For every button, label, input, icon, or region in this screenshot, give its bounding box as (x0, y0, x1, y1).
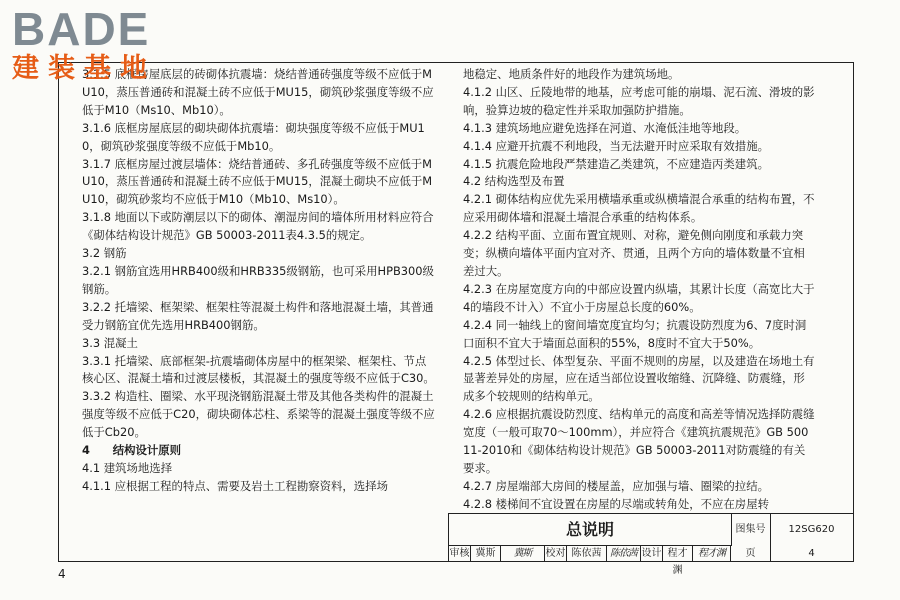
clause-4-2-8: 4.2.8 楼梯间不宜设置在房屋的尽端或转角处，不应在房屋转 (463, 496, 769, 511)
review-label: 审核 (449, 545, 471, 562)
clause-3-2-1: 3.2.1 钢筋宜选用HRB400级和HRB335级钢筋，也可采用HPB300级钢筋。 (82, 263, 434, 296)
clause-3-1-7: 3.1.7 底框房屋过渡层墙体：烧结普通砖、多孔砖强度等级不应低于MU10，蒸压普通砖和混凝土砖不应低于MU15，混凝土砌块不应低于MU10，砌筑砂浆均不应低于M10（Mb10、Ms10）。 (82, 156, 433, 207)
page-number: 4 (58, 567, 66, 581)
clause-3-3-2: 3.3.2 构造柱、圈梁、水平现浇钢筋混凝土带及其他各类构件的混凝土强度等级不应低于C20，砌块砌体芯柱、系梁等的混凝土强度等级不应低于Cb20。 (82, 389, 435, 440)
clause-4-2-5: 4.2.5 体型过长、体型复杂、平面不规则的房屋，以及建造在场地土有显著差异处的房屋，应在适当部位设置收缩缝、沉降缝、防震缝，形成多个较规则的结构单元。 (463, 353, 815, 404)
sheet-title: 总说明 (449, 514, 732, 546)
atlas-label: 图集号 (731, 514, 771, 545)
clause-4-1-4: 4.1.4 应避开抗震不利地段，当无法避开时应采取有效措施。 (463, 138, 769, 153)
clause-4-1-5: 4.1.5 抗震危险地段严禁建造乙类建筑，不应建造丙类建筑。 (463, 156, 769, 171)
page-value: 4 (808, 548, 815, 559)
checker-signature: 陈依茜 (607, 545, 641, 562)
clause-4-1-1-cont: 地稳定、地质条件好的地段作为建筑场地。 (463, 67, 680, 81)
clause-4-1-3: 4.1.3 建筑场地应避免选择在河道、水淹低洼地等地段。 (463, 120, 747, 135)
clause-4-2-6: 4.2.6 应根据抗震设防烈度、结构单元的高度和高差等情况选择防震缝宽度（一般可取70～100mm），并应符合《建筑抗震规范》GB 50011-2010和《砌体结构设计规范》GB 50003-2011对防震缝的有关要求。 (463, 407, 815, 475)
clause-3-2-2: 3.2.2 托墙梁、框架梁、框架柱等混凝土构件和落地混凝土墙，其普通受力钢筋宜优先选用HRB400钢筋。 (82, 299, 434, 332)
clause-3-3-1: 3.3.1 托墙梁、底部框架-抗震墙砌体房屋中的框架梁、框架柱、节点核心区、混凝土墙和过渡层楼板，其混凝土的强度等级不应低于C30。 (82, 353, 435, 386)
clause-3-1-5: 3.1.5 底框房屋底层的砖砌体抗震墙：烧结普通砖强度等级不应低于MU10，蒸压普通砖和混凝土砖不应低于MU15，砌筑砂浆强度等级不应低于M10（Ms10、Mb10）。 (82, 67, 434, 117)
bade-logo (12, 3, 202, 86)
clause-4-2-1: 4.2.1 砌体结构应优先采用横墙承重或纵横墙混合承重的结构布置，不应采用砌体墙和混凝土墙混合承重的结构体系。 (463, 192, 815, 225)
clause-4-2-7: 4.2.7 房屋端部大房间的楼屋盖，应加强与墙、圈梁的拉结。 (463, 478, 769, 493)
clause-4-1-1: 4.1.1 应根据工程的特点、需要及岩土工程勘察资料，选择场 (82, 478, 388, 493)
clause-3-1-8: 3.1.8 地面以下或防潮层以下的砌体、潮湿房间的墙体所用材料应符合《砌体结构设计规范》GB 50003-2011表4.3.5的规定。 (82, 210, 434, 243)
clause-4-2-2: 4.2.2 结构平面、立面布置宜规则、对称，避免侧向刚度和承载力突变；纵横向墙体平面内宜对齐、贯通，且两个方向的墙体数量不宜相差过大。 (463, 228, 805, 278)
checker-name: 陈依茜 (567, 545, 607, 562)
heading-4-2: 4.2 结构选型及布置 (463, 174, 565, 189)
page-label: 页 (731, 545, 771, 562)
clause-3-1-6: 3.1.6 底框房屋底层的砌块砌体抗震墙：砌块强度等级不应低于MU10，砌筑砂浆强度等级不应低于Mb10。 (82, 120, 425, 153)
reviewer-signature: 冀斯 (501, 545, 545, 562)
clause-4-2-3: 4.2.3 在房屋宽度方向的中部应设置内纵墙，其累计长度（高宽比大于4的墙段不计入）不宜小于房屋总长度的60%。 (463, 281, 815, 314)
designer-signature: 程才渊 (693, 545, 731, 562)
reviewer-name: 冀斯 (471, 545, 501, 562)
heading-3-3: 3.3 混凝土 (82, 335, 138, 350)
clause-4-1-2: 4.1.2 山区、丘陵地带的地基，应考虑可能的崩塌、泥石流、滑坡的影响，验算边坡的稳定性并采取加强防护措施。 (463, 84, 815, 117)
heading-4: 4 结构设计原则 (82, 443, 182, 458)
logo-brand: BADE (12, 3, 151, 55)
logo-subtitle: 建装基地 (12, 53, 156, 84)
heading-4-1: 4.1 建筑场地选择 (82, 460, 173, 475)
check-label: 校对 (545, 545, 567, 562)
right-column (463, 66, 815, 514)
title-block (448, 513, 854, 576)
left-column (82, 66, 436, 496)
atlas-number: 12SG620 (788, 524, 835, 535)
clause-4-2-4: 4.2.4 同一轴线上的窗间墙宽度宜均匀；抗震设防烈度为6、7度时洞口面积不宜大于墙面总面积的55%，8度时不宜大于50%。 (463, 317, 807, 350)
heading-3-2: 3.2 钢筋 (82, 246, 127, 261)
design-label: 设计 (641, 545, 663, 562)
designer-name: 程才渊 (663, 545, 693, 562)
